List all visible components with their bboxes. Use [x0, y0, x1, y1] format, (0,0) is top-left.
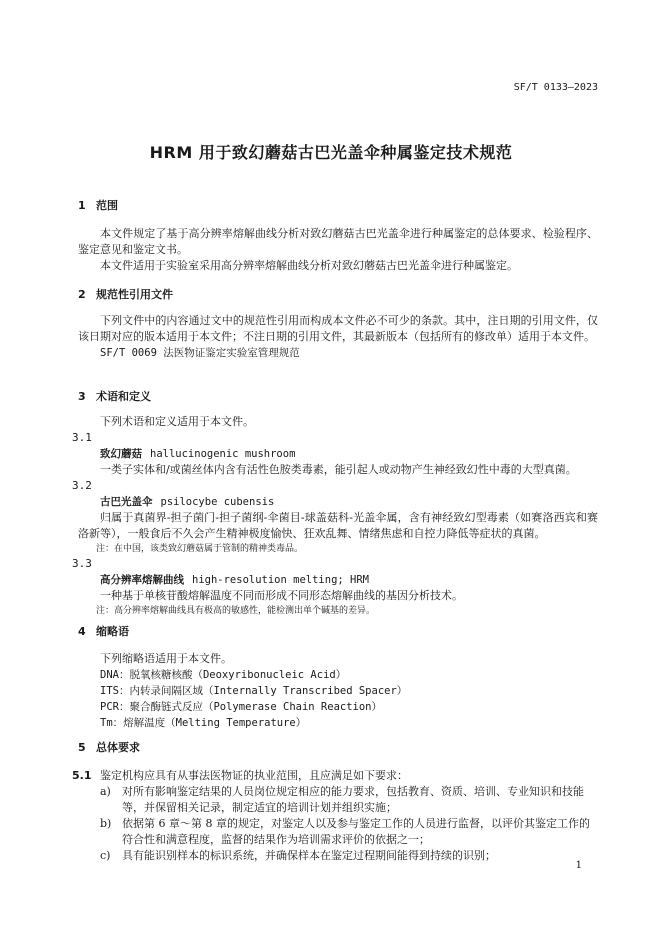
abbreviation-item: DNA：脱氧核糖核酸（Deoxyribonucleic Acid） [100, 669, 347, 681]
clause-text: 鉴定机构应具有从事法医物证的执业范围，且应满足如下要求： [100, 769, 408, 782]
section-2 [78, 287, 598, 303]
term-entry: 致幻蘑菇 hallucinogenic mushroom [100, 448, 296, 460]
paragraph: 下列缩略语适用于本文件。 [100, 652, 232, 665]
clause-number: 5.1 [72, 769, 92, 782]
section-5 [78, 740, 598, 756]
clause [72, 768, 598, 784]
section-heading: 4 缩略语 [78, 625, 129, 638]
term-definition: 一种基于单核苷酸熔解温度不同而形成不同形态熔解曲线的基因分析技术。 [100, 589, 463, 602]
paragraph: 本文件规定了基于高分辨率熔解曲线分析对致幻蘑菇古巴光盖伞进行种属鉴定的总体要求、检验程序、鉴定意见和鉴定文书。 [78, 227, 598, 256]
term-note: 注：高分辨率熔解曲线具有极高的敏感性，能检测出单个碱基的差异。 [96, 606, 376, 616]
paragraph: 下列术语和定义适用于本文件。 [100, 415, 254, 428]
section-3-body [72, 414, 598, 618]
term-number: 3.3 [72, 557, 92, 570]
paragraph: 本文件适用于实验室采用高分辨率熔解曲线分析对致幻蘑菇古巴光盖伞进行种属鉴定。 [100, 259, 518, 272]
list-item: b) 依据第 6 章～第 8 章的规定，对鉴定人以及参与鉴定工作的人员进行监督，以评价其鉴定工作的符合性和满意程度，监督的结果作为培训需求评价的依据之一； [100, 817, 590, 846]
section-2-body [78, 313, 598, 361]
document-number: SF/T 0133—2023 [513, 82, 598, 93]
section-4 [78, 624, 598, 640]
term-number: 3.1 [72, 431, 92, 444]
abbreviation-item: Tm：熔解温度（Melting Temperature） [100, 717, 307, 729]
list-item: a) 对所有影响鉴定结果的人员岗位规定相应的能力要求，包括教育、资质、培训、专业知识和技能等，并保留相关记录，制定适宜的培训计划并组织实施； [100, 785, 584, 814]
section-heading: 3 术语和定义 [78, 390, 151, 403]
term-number: 3.2 [72, 479, 92, 492]
section-heading: 1 范围 [78, 199, 118, 212]
abbreviation-item: PCR：聚合酶链式反应（Polymerase Chain Reaction） [100, 701, 383, 713]
section-4-body [78, 651, 598, 731]
abbreviation-item: ITS：内转录间隔区域（Internally Transcribed Spacer） [100, 685, 408, 697]
section-heading: 2 规范性引用文件 [78, 288, 173, 301]
term-definition: 归属于真菌界-担子菌门-担子菌纲-伞菌目-球盖菇科-光盖伞属，含有神经致幻型毒素（如赛洛西宾和赛洛新等），一般食后不久会产生精神极度愉快、狂欢乱舞、情绪焦虑和自控力降低等症状的真菌。 [78, 511, 598, 540]
list-item: c) 具有能识别样本的标识系统，并确保样本在鉴定过程期间能得到持续的识别； [100, 849, 496, 862]
page-number: 1 [575, 860, 582, 871]
term-definition: 一类子实体和/或菌丝体内含有活性色胺类毒素，能引起人或动物产生神经致幻性中毒的大型真菌。 [100, 463, 577, 476]
document-title: HRM 用于致幻蘑菇古巴光盖伞种属鉴定技术规范 [149, 143, 513, 162]
section-1 [78, 198, 598, 214]
section-5-body [72, 768, 598, 864]
normative-reference: SF/T 0069 法医物证鉴定实验室管理规范 [100, 347, 300, 359]
term-entry: 古巴光盖伞 psilocybe cubensis [100, 496, 275, 508]
paragraph: 下列文件中的内容通过文中的规范性引用而构成本文件必不可少的条款。其中，注日期的引用文件，仅该日期对应的版本适用于本文件；不注日期的引用文件，其最新版本（包括所有的修改单）适用于本文件。 [78, 314, 598, 343]
term-entry: 高分辨率熔解曲线 high-resolution melting; HRM [100, 574, 370, 586]
section-heading: 5 总体要求 [78, 741, 140, 754]
term-note: 注：在中国，该类致幻蘑菇属于管制的精神类毒品。 [96, 544, 304, 554]
section-3 [78, 389, 598, 405]
section-1-body [78, 226, 598, 274]
